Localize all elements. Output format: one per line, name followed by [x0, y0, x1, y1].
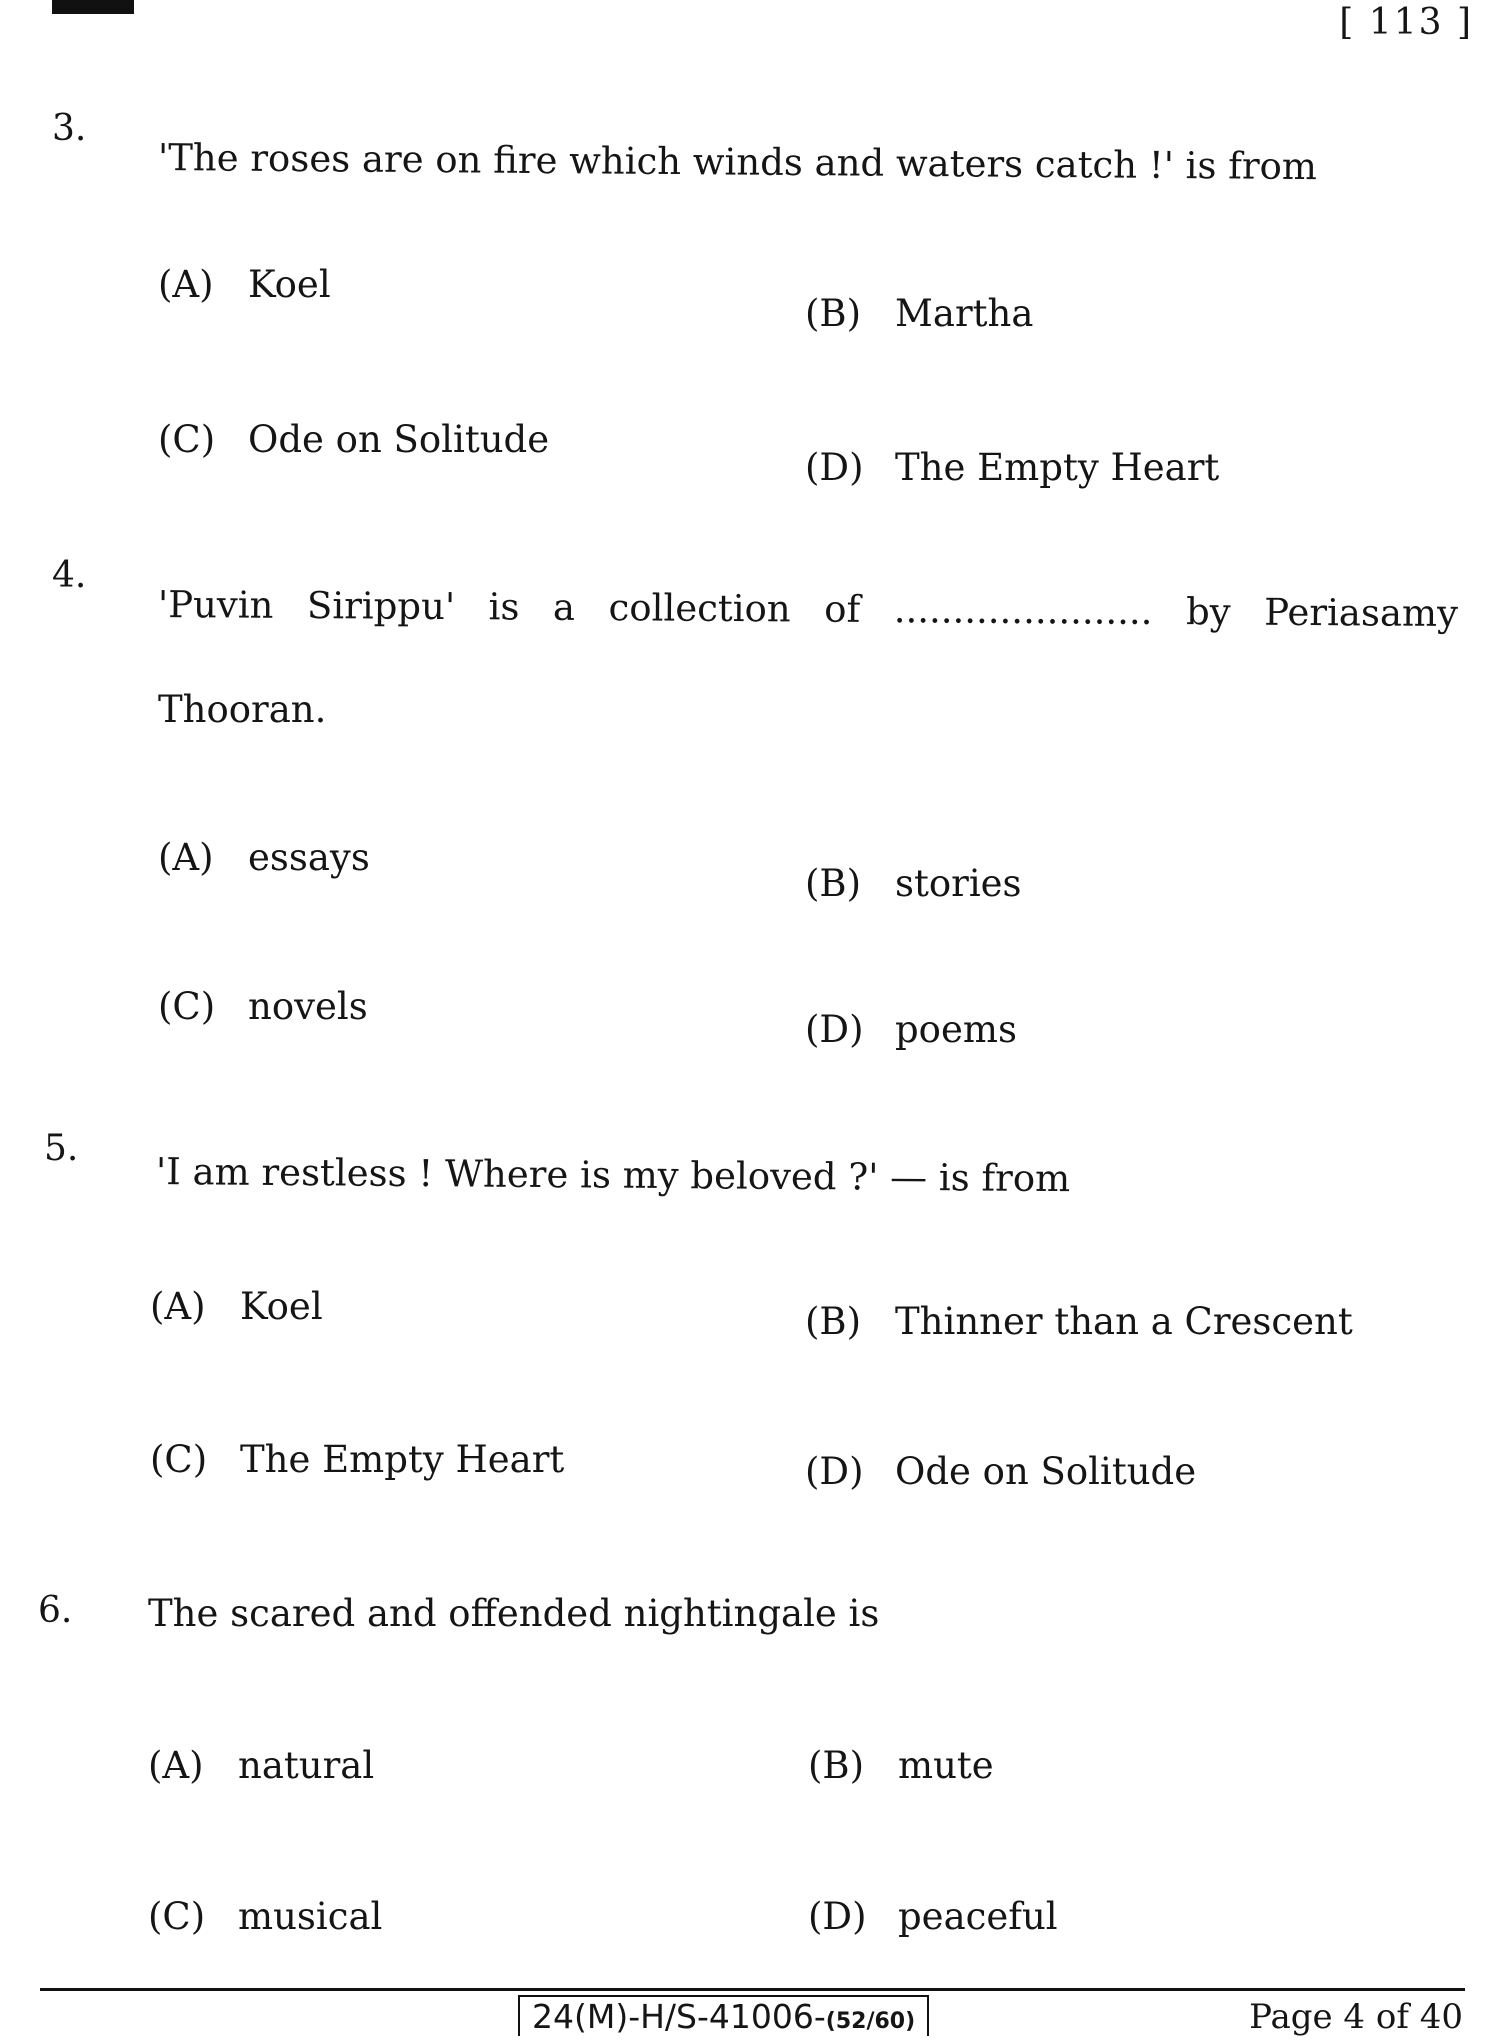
- option-a[interactable]: [158, 263, 331, 306]
- question-word: collection: [608, 586, 791, 631]
- paper-code-suffix: (52/60): [825, 2009, 916, 2034]
- question-number: 3.: [52, 108, 87, 149]
- paper-code-main: 24(M)-H/S-41006-: [532, 1997, 826, 2036]
- option-letter: (C): [158, 985, 216, 1028]
- question-word: 'Puvin: [157, 583, 274, 627]
- option-letter: (B): [805, 1300, 862, 1343]
- option-text: The Empty Heart: [240, 1438, 565, 1481]
- option-d[interactable]: [805, 1450, 1196, 1493]
- option-text: natural: [238, 1744, 375, 1787]
- option-letter: (A): [148, 1744, 204, 1787]
- option-letter: (B): [805, 292, 862, 335]
- question-word: is: [488, 585, 520, 629]
- option-letter: (C): [158, 418, 216, 461]
- option-d[interactable]: [805, 446, 1219, 489]
- question-number: 5.: [44, 1128, 79, 1169]
- option-a[interactable]: [158, 836, 370, 879]
- question-text: [158, 585, 1458, 634]
- option-c[interactable]: [158, 985, 368, 1028]
- option-text: mute: [898, 1744, 994, 1787]
- option-letter: (D): [808, 1895, 867, 1938]
- option-text: The Empty Heart: [895, 446, 1220, 489]
- option-b[interactable]: [808, 1744, 994, 1787]
- option-c[interactable]: [148, 1895, 382, 1938]
- option-b[interactable]: [805, 292, 1033, 335]
- option-letter: (C): [150, 1438, 208, 1481]
- option-letter: (A): [150, 1285, 206, 1328]
- option-letter: (C): [148, 1895, 206, 1938]
- question-number: 6.: [38, 1590, 73, 1631]
- option-letter: (B): [805, 862, 862, 905]
- answer-blank: ......................: [893, 588, 1153, 633]
- option-c[interactable]: [150, 1438, 564, 1481]
- paper-code: [518, 1995, 929, 2036]
- option-text: essays: [248, 836, 370, 879]
- option-d[interactable]: [808, 1895, 1058, 1938]
- question-text: 'I am restless ! Where is my beloved ?' — is from: [155, 1150, 1071, 1201]
- option-text: Koel: [248, 263, 331, 306]
- footer-rule: [40, 1988, 1465, 1991]
- option-d[interactable]: [805, 1008, 1017, 1051]
- option-text: poems: [895, 1008, 1017, 1051]
- option-text: novels: [248, 985, 368, 1028]
- option-text: musical: [238, 1895, 383, 1938]
- question-word: a: [552, 585, 576, 629]
- option-text: Koel: [240, 1285, 323, 1328]
- option-c[interactable]: [158, 418, 549, 461]
- option-text: Martha: [895, 292, 1034, 335]
- question-text: The scared and offended nightingale is: [148, 1592, 880, 1635]
- option-b[interactable]: [805, 862, 1022, 905]
- page-code: [ 113 ]: [1339, 2, 1473, 43]
- option-letter: (D): [805, 1008, 864, 1051]
- option-a[interactable]: [150, 1285, 323, 1328]
- option-letter: (D): [805, 446, 864, 489]
- option-letter: (D): [805, 1450, 864, 1493]
- option-text: stories: [895, 862, 1022, 905]
- option-text: Thinner than a Crescent: [895, 1300, 1353, 1343]
- option-text: Ode on Solitude: [248, 418, 550, 461]
- question-text: 'The roses are on fire which winds and waters catch !' is from: [157, 136, 1318, 189]
- option-text: Ode on Solitude: [895, 1450, 1197, 1493]
- question-number: 4.: [52, 555, 87, 596]
- option-a[interactable]: [148, 1744, 374, 1787]
- option-letter: (A): [158, 263, 214, 306]
- question-word: by: [1185, 590, 1231, 634]
- corner-registration-mark: [52, 0, 134, 14]
- question-text-continuation: Thooran.: [158, 688, 327, 731]
- question-word: Periasamy: [1264, 590, 1459, 636]
- question-word: of: [824, 587, 861, 631]
- option-letter: (A): [158, 836, 214, 879]
- question-word: Sirippu': [306, 584, 456, 629]
- option-b[interactable]: [805, 1300, 1353, 1343]
- option-text: peaceful: [898, 1895, 1058, 1938]
- page-number: Page 4 of 40: [1249, 1997, 1463, 2037]
- option-letter: (B): [808, 1744, 865, 1787]
